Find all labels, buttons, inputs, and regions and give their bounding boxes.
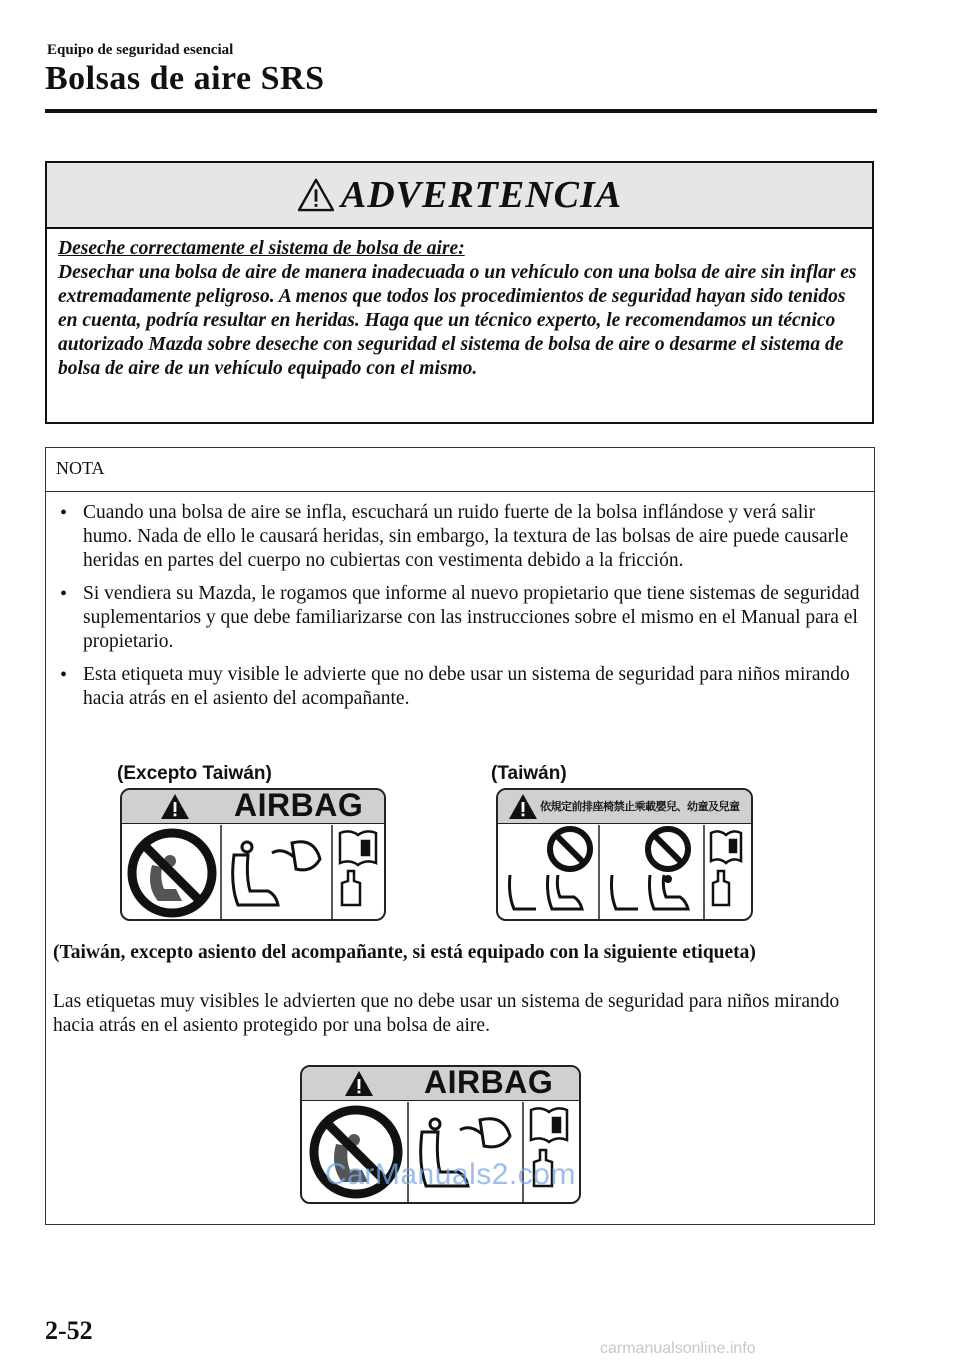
- manual-book-icon: [711, 831, 741, 905]
- taiwan-pictograms: [498, 825, 751, 919]
- airbag-pictograms: [122, 825, 384, 919]
- warning-box: [45, 161, 874, 424]
- label-caption-except-taiwan: (Excepto Taiwán): [117, 763, 272, 784]
- taiwan-label-text: 依規定前排座椅禁止乘載嬰兒、幼童及兒童: [540, 800, 740, 813]
- page-title: Bolsas de aire SRS: [45, 60, 325, 97]
- warning-body: [58, 237, 858, 381]
- note-bullets: [54, 501, 862, 720]
- page-number: 2-52: [45, 1316, 93, 1345]
- airbag-word: AIRBAG: [234, 788, 364, 823]
- note-header: [46, 448, 874, 492]
- taiwan-note-text: Las etiquetas muy visibles le advierten que no debe usar un sistema de seguridad para niños mirando hacia atrás en el asiento protegido por una bolsa de aire.: [53, 991, 840, 1036]
- warning-title: ADVERTENCIA: [340, 174, 623, 216]
- warning-subtitle: Deseche correctamente el sistema de bolsa de aire:: [58, 238, 465, 259]
- section-label: Equipo de seguridad esencial: [47, 42, 234, 58]
- title-rule: [45, 109, 877, 113]
- list-item: • Esta etiqueta muy visible le advierte que no debe usar un sistema de seguridad para niños mirando hacia atrás en el asiento del acompañante.: [54, 663, 862, 711]
- label-caption-taiwan: (Taiwán): [491, 763, 567, 784]
- site-watermark: carmanualsonline.info: [600, 1340, 756, 1357]
- no-child-icon: [612, 829, 689, 909]
- airbag-label-except-taiwan: [120, 788, 386, 921]
- overlay-watermark: CarManuals2.com: [325, 1158, 576, 1191]
- warning-triangle-icon: [508, 793, 538, 820]
- warning-triangle-icon: [297, 178, 335, 212]
- warning-text: Desechar una bolsa de aire de manera inadecuada o un vehículo con una bolsa de aire sin inflar es extremadamente peligroso. A menos que todos los procedimientos de seguridad hayan sido tenidos en cuenta, podría resultar en heridas. Haga que un técnico experto, le recomendamos un técnico autorizado Mazda sobre deseche con seguridad el sistema de bolsa de aire o desarme el sistema de bolsa de aire de un vehículo equipado con el mismo.: [58, 262, 857, 379]
- note-title: NOTA: [56, 458, 105, 478]
- taiwan-note-heading: (Taiwán, excepto asiento del acompañante, si está equipado con la siguiente etiqueta): [53, 942, 756, 963]
- manual-book-icon: [340, 831, 376, 905]
- no-infant-seat-icon: [510, 829, 591, 909]
- list-item: • Cuando una bolsa de aire se infla, escuchará un ruido fuerte de la bolsa inflándose y verá salir humo. Nada de ello le causará heridas, sin embargo, la textura de las bolsas de aire puede causarle heridas en partes del cuerpo no cubiertas con vestimenta debido a la fricción.: [54, 501, 862, 573]
- seat-airbag-icon: [233, 842, 320, 905]
- warning-triangle-icon: [160, 793, 190, 820]
- no-child-seat-icon: [132, 833, 212, 913]
- warning-header: [47, 163, 872, 229]
- warning-triangle-icon: [344, 1070, 374, 1097]
- airbag-word: AIRBAG: [424, 1065, 554, 1100]
- list-item: • Si vendiera su Mazda, le rogamos que informe al nuevo propietario que tiene sistemas de seguridad suplementarios y que debe familiarizarse con las instrucciones sobre el mismo en el Manual para el propietario.: [54, 582, 862, 654]
- airbag-label-taiwan: [496, 788, 753, 921]
